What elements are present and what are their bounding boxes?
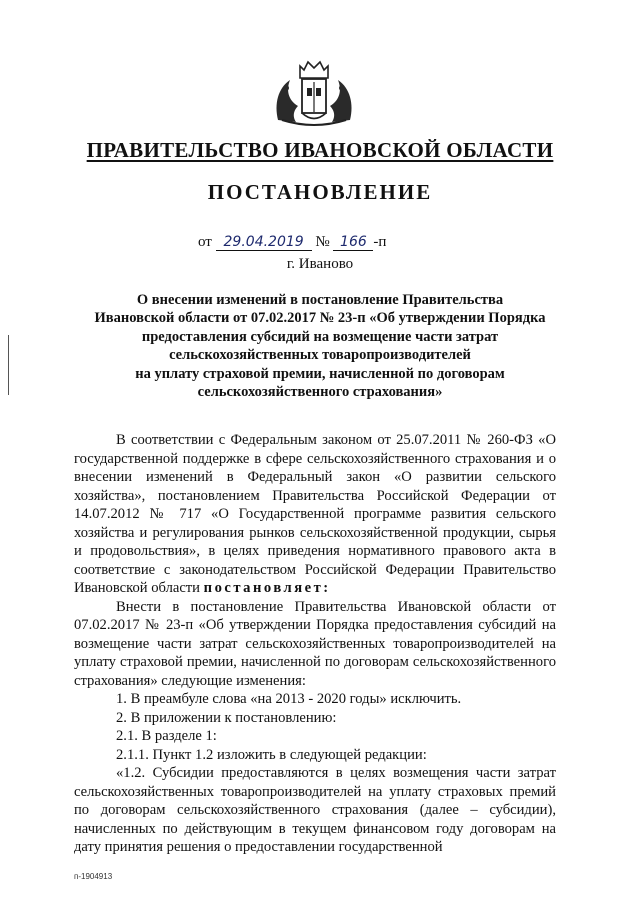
city-name: г. Иваново bbox=[286, 256, 354, 272]
decree-body bbox=[74, 431, 556, 857]
number-suffix: -п bbox=[373, 234, 387, 250]
body-paragraph: «1.2. Субсидии предоставляются в целях возмещения части затрат сельскохозяйственных товаропроизводителей на уплату страховых премий по договорам сельскохозяйственного страхования (далее – субсидии), начисленных по действующим в текущем финансовом году договорам на дату принятия решения о предоставлении государственной bbox=[74, 765, 556, 855]
subject-line: предоставления субсидий на возмещение части затрат bbox=[141, 328, 499, 345]
body-paragraph: 2.1.1. Пункт 1.2 изложить в следующей редакции: bbox=[116, 746, 427, 763]
decree-subject bbox=[70, 291, 570, 401]
body-paragraph: Внести в постановление Правительства Ивановской области от 07.02.2017 № 23-п «Об утверждении Порядка предоставления субсидий на возмещение части затрат сельскохозяйственных товаропроизводителей на уплату страховой премии, начисленной по договорам сельскохозяйственного страхования» следующие изменения: bbox=[74, 598, 556, 689]
number-label: № bbox=[315, 234, 330, 250]
body-paragraph: 2.1. В разделе 1: bbox=[116, 728, 217, 744]
decree-number: 166 bbox=[333, 234, 373, 251]
subject-line: сельскохозяйственного страхования» bbox=[197, 384, 443, 401]
decree-date: 29.04.2019 bbox=[216, 234, 312, 251]
margin-mark bbox=[8, 335, 9, 395]
document-code: п-1904913 bbox=[74, 872, 113, 881]
preamble-paragraph bbox=[74, 431, 556, 598]
body-paragraph: 2. В приложении к постановлению: bbox=[116, 709, 337, 726]
government-title: ПРАВИТЕЛЬСТВО ИВАНОВСКОЙ ОБЛАСТИ bbox=[86, 138, 554, 162]
date-number-line bbox=[198, 234, 458, 251]
subject-line: О внесении изменений в постановление Правительства bbox=[136, 292, 504, 308]
coat-of-arms-icon bbox=[268, 58, 360, 128]
preamble-text: В соответствии с Федеральным законом от 25.07.2011 № 260-ФЗ «О государственной поддержке в сфере сельскохозяйственного страхования и о внесении изменений в Федеральный закон «О развитии сельского хозяйства», постановлением Правительства Российской Федерации от 14.07.2012 № 717 «О Государственной программе развития сельского хозяйства и регулирования рынков сельскохозяйственной продукции, сырья и продовольствия», в целях приведения нормативного правового акта в соответствие с законодательством Российской Федерации Правительство Ивановской области bbox=[74, 432, 556, 596]
document-type-title: ПОСТАНОВЛЕНИЕ bbox=[207, 180, 433, 204]
resolves-keyword: постановляет: bbox=[203, 580, 331, 596]
from-label: от bbox=[198, 234, 212, 250]
subject-line: на уплату страховой премии, начисленной по договорам bbox=[135, 365, 505, 382]
subject-line: сельскохозяйственных товаропроизводителей bbox=[169, 347, 471, 364]
subject-line: Ивановской области от 07.02.2017 № 23-п «Об утверждении Порядка bbox=[94, 310, 546, 327]
body-paragraph: 1. В преамбуле слова «на 2013 - 2020 годы» исключить. bbox=[116, 691, 462, 707]
